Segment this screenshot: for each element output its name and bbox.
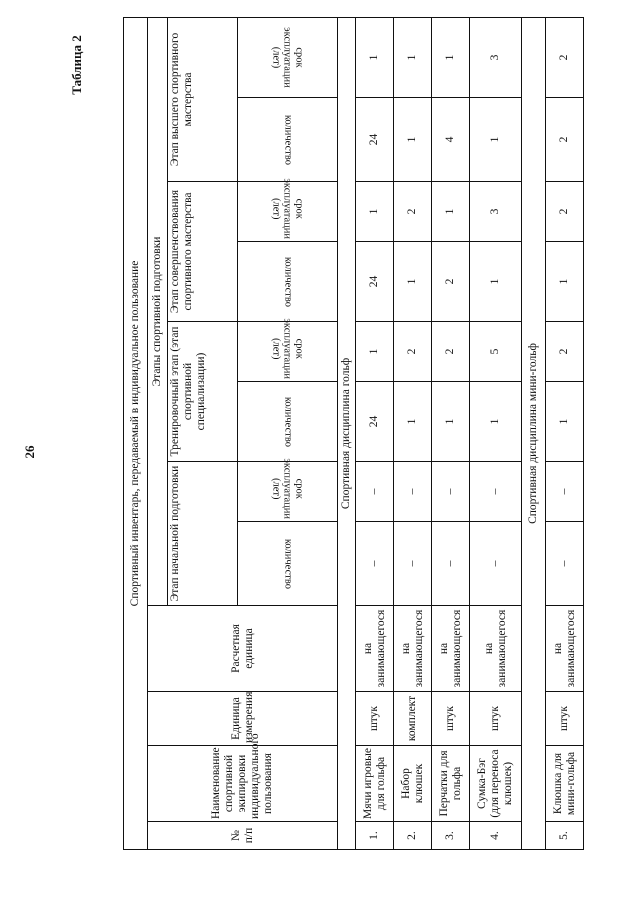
quantity-label: количество <box>282 114 294 165</box>
table-row <box>470 17 522 849</box>
header-stage-initial: Этап начальной подготовки <box>168 462 238 606</box>
equipment-table <box>123 17 584 850</box>
cell-value: 2 <box>432 242 470 322</box>
table-row <box>546 17 584 849</box>
cell-value: 1 <box>432 382 470 462</box>
cell-value: 1 <box>546 242 584 322</box>
cell-value: 2 <box>546 98 584 182</box>
quantity-label: количество <box>282 256 294 307</box>
cell-value: 1 <box>432 17 470 97</box>
cell-value: 1 <box>394 242 432 322</box>
header-life-perfection <box>238 178 338 242</box>
table-row <box>394 17 432 849</box>
cell-value: – <box>546 462 584 522</box>
cell-value: 1 <box>394 17 432 97</box>
row-num: 1. <box>356 822 394 850</box>
section-title: Спортивная дисциплина мини-гольф <box>522 17 546 849</box>
table-title: Спортивный инвентарь, передаваемый в индивидуальное пользование <box>124 17 148 849</box>
cell-value: 1 <box>470 242 522 322</box>
row-calc: на занимающегося <box>546 606 584 692</box>
cell-value: 1 <box>432 182 470 242</box>
cell-value: 24 <box>356 98 394 182</box>
service-life-label: срок эксплуатации (лет) <box>270 27 305 88</box>
row-calc: на занимающегося <box>394 606 432 692</box>
cell-value: 4 <box>432 98 470 182</box>
row-unit: штук <box>432 692 470 746</box>
header-life-training <box>238 318 338 382</box>
table-caption: Таблица 2 <box>69 35 84 95</box>
cell-value: 24 <box>356 382 394 462</box>
row-num: 5. <box>546 822 584 850</box>
cell-value: 24 <box>356 242 394 322</box>
cell-value: 1 <box>356 17 394 97</box>
table-title-row <box>124 17 148 849</box>
header-name: Наименование спортивной экипировки индивидуального пользования <box>148 746 338 822</box>
header-num: № п/п <box>148 822 338 850</box>
row-name: Набор клюшек <box>394 746 432 822</box>
cell-value: 1 <box>356 182 394 242</box>
header-stage-highest: Этап высшего спортивного мастерства <box>168 17 238 181</box>
section-row <box>522 17 546 849</box>
cell-value: – <box>470 462 522 522</box>
cell-value: 1 <box>546 382 584 462</box>
header-quantity-initial <box>238 522 338 606</box>
cell-value: 5 <box>470 322 522 382</box>
header-row-stages <box>148 17 168 849</box>
header-life-initial <box>238 458 338 522</box>
cell-value: 2 <box>394 182 432 242</box>
cell-value: 2 <box>394 322 432 382</box>
table-row <box>356 17 394 849</box>
header-stages-group: Этапы спортивной подготовки <box>148 17 168 605</box>
cell-value: 1 <box>470 98 522 182</box>
cell-value: 2 <box>546 17 584 97</box>
row-name: Перчатки для гольфа <box>432 746 470 822</box>
cell-value: – <box>432 462 470 522</box>
quantity-label: количество <box>282 396 294 447</box>
cell-value: – <box>394 462 432 522</box>
cell-value: 1 <box>394 98 432 182</box>
cell-value: – <box>356 522 394 606</box>
header-calc-unit: Расчетная единица <box>148 606 338 692</box>
cell-value: – <box>356 462 394 522</box>
cell-value: – <box>470 522 522 606</box>
row-num: 3. <box>432 822 470 850</box>
cell-value: 1 <box>470 382 522 462</box>
row-unit: штук <box>470 692 522 746</box>
quantity-label: количество <box>282 538 294 589</box>
cell-value: – <box>432 522 470 606</box>
section-title: Спортивная дисциплина гольф <box>338 17 356 849</box>
row-unit: штук <box>546 692 584 746</box>
page-number: 26 <box>22 445 37 459</box>
cell-value: 1 <box>394 382 432 462</box>
table-row <box>432 17 470 849</box>
row-name: Мячи игровые для гольфа <box>356 746 394 822</box>
header-quantity-training <box>238 382 338 462</box>
row-calc: на занимающегося <box>432 606 470 692</box>
header-stage-training: Тренировочный этап (этап спортивной специализации) <box>168 322 238 462</box>
cell-value: 1 <box>356 322 394 382</box>
row-num: 4. <box>470 822 522 850</box>
row-name: Клюшка для мини-гольфа <box>546 746 584 822</box>
row-calc: на занимающегося <box>356 606 394 692</box>
header-unit: Единица измерения <box>148 692 338 746</box>
header-quantity-highest <box>238 98 338 182</box>
header-life-highest <box>238 17 338 97</box>
section-row <box>338 17 356 849</box>
rotated-table-container <box>123 27 577 850</box>
service-life-label: срок эксплуатации (лет) <box>270 318 305 379</box>
row-unit: комплект <box>394 692 432 746</box>
cell-value: – <box>546 522 584 606</box>
cell-value: – <box>394 522 432 606</box>
service-life-label: срок эксплуатации (лет) <box>270 178 305 239</box>
service-life-label: срок эксплуатации (лет) <box>270 458 305 519</box>
row-unit: штук <box>356 692 394 746</box>
cell-value: 2 <box>546 322 584 382</box>
row-calc: на занимающегося <box>470 606 522 692</box>
cell-value: 2 <box>546 182 584 242</box>
header-stage-perfection: Этап совершенствования спортивного мастерства <box>168 182 238 322</box>
row-num: 2. <box>394 822 432 850</box>
header-quantity-perfection <box>238 242 338 322</box>
cell-value: 3 <box>470 17 522 97</box>
row-name: Сумка-Бэг (для переноса клюшек) <box>470 746 522 822</box>
cell-value: 3 <box>470 182 522 242</box>
table-rotation-frame <box>123 27 577 850</box>
cell-value: 2 <box>432 322 470 382</box>
